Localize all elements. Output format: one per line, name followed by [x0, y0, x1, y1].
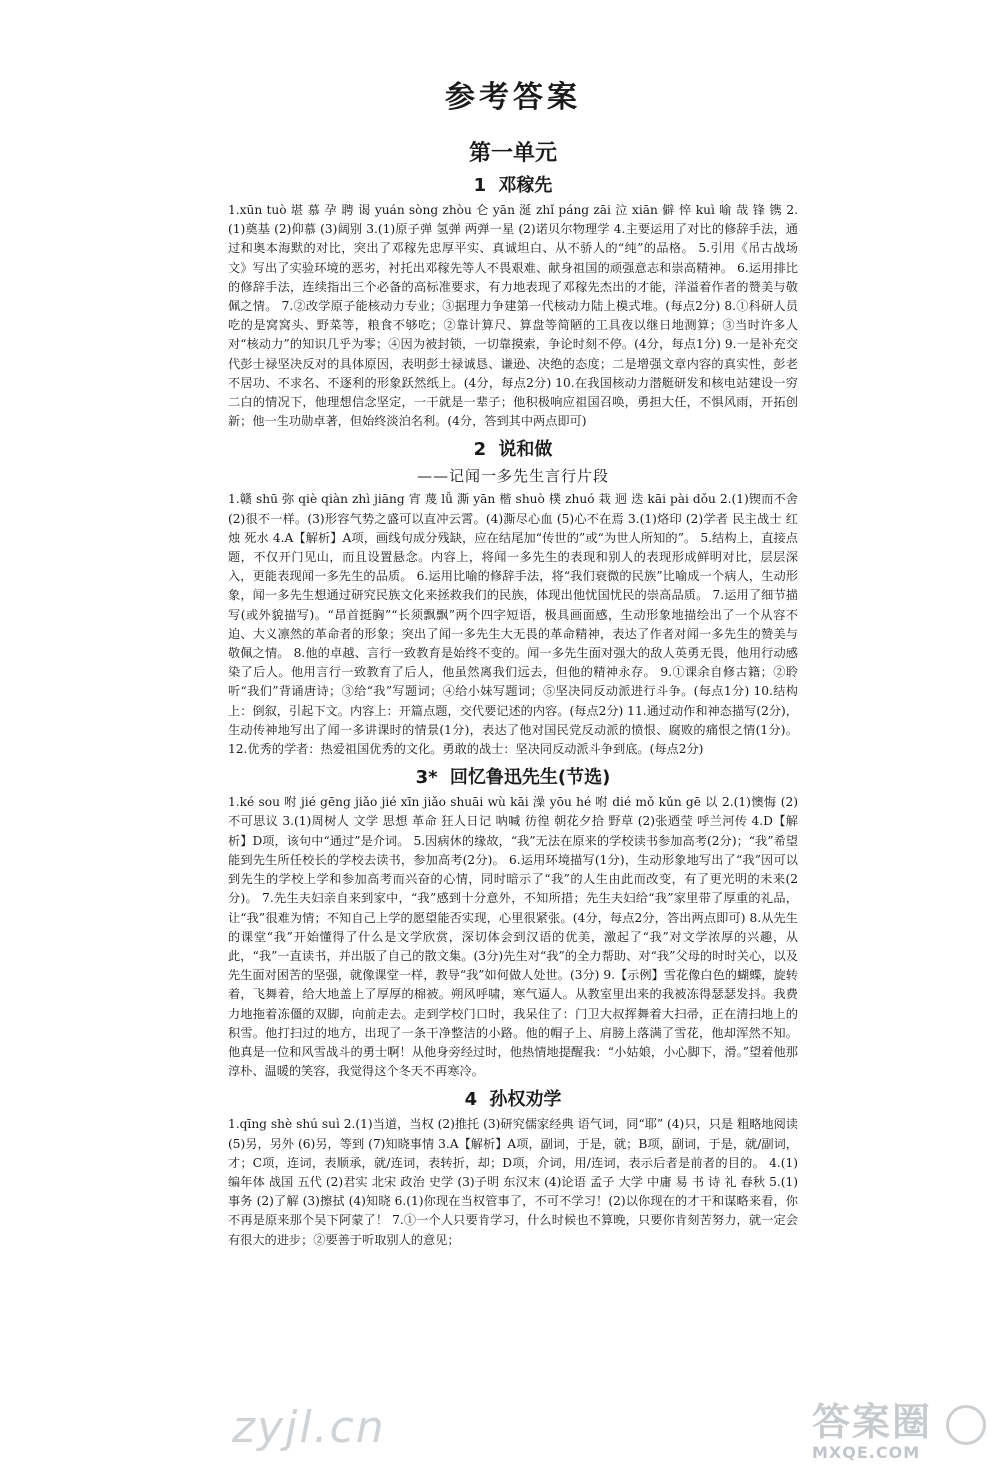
lesson-heading: 1 邓稼先	[473, 175, 553, 196]
watermark-left: zyjl.cn	[232, 1402, 386, 1453]
answer-page	[228, 60, 798, 1250]
lesson-2	[228, 435, 798, 759]
lesson-3	[228, 763, 798, 1081]
page-title: 参考答案	[445, 80, 581, 115]
lesson-subtitle: ——记闻一多先生言行片段	[416, 467, 609, 486]
lesson-heading: 2 说和做	[473, 439, 553, 461]
lesson-answers: 1.ké sou 咐 jié gēng jiǎo jié xīn jiǎo shuāi wù kāi 澡 yōu hé 咐 dié mǒ kǔn gē 以 2.(1)懊悔 (2)不可思议 3.(1)周树人 文学 思想 革命 狂人日记 呐喊 彷徨 朝花夕拾 野草 (2)张迺莹 呼兰河传 4.D【解析】D项，该句中“通过”是介词。 5.因病休的缘故，“我”无法在原来的学校读书参加高考(2分)；“我”希望能到先生所任校长的学校去读书，参加高考(2分)。 6.运用环境描写(1分)，生动形象地写出了“我”因可以到先生的学校上学和参加高考而兴奋的心情，同时暗示了“我”的人生由此而改变，有了更光明的未来(2分)。 7.先生夫妇亲自来到家中，“我”感到十分意外，不知所措；先生夫妇给“我”家里带了厚重的礼品，让“我”很难为情；不知自己上学的愿望能否实现，心里很紧张。(4分，每点2分，答出两点即可) 8.从先生的课堂“我”开始懂得了什么是文学欣赏，深切体会到汉语的优美，激起了“我”对文学浓厚的兴趣，从此，“我”一直读书，并出版了自己的散文集。(3分)先生对“我”的全力帮助、对“我”父母的时时关心，以及先生面对困苦的坚强，就像课堂一样，教导“我”如何做人处世。(3分) 9.【示例】雪花像白色的蝴蝶，旋转着，飞舞着，给大地盖上了厚厚的棉被。朔风呼啸，寒气逼人。从教室里出来的我被冻得瑟瑟发抖。我费力地拖着冻僵的双脚，向前走去。走到学校门口时，我呆住了：门卫大叔挥舞着大扫帚，正在清扫地上的积雪。他打扫过的地方，出现了一条干净整洁的小路。他的帽子上、肩膀上落满了雪花，他却浑然不知。他真是一位和风雪战斗的勇士啊！从他身旁经过时，他热情地提醒我：“小姑娘，小心脚下，滑。”望着他那淳朴、温暖的笑容，我觉得这个冬天不再寒冷。	[228, 795, 798, 1079]
lesson-answers: 1.xūn tuò 堪 慕 孕 聘 谒 yuán sòng zhòu 仑 yān 涎 zhǐ páng zāi 泣 xiān 僻 悴 kuì 喻 哉 锋 镌 2.(1)奠基 (2)仰慕 (3)阔别 3.(1)原子弹 氢弹 两弹一星 (2)诺贝尔物理学 4.主要运用了对比的修辞手法，通过和奥本海默的对比，突出了邓稼先忠厚平实、真诚坦白、从不骄人的“纯”的品格。 5.引用《吊古战场文》写出了实验环境的恶劣，衬托出邓稼先等人不畏艰难、献身祖国的顽强意志和崇高精神。 6.运用排比的修辞手法，连续指出三个必备的高标准要求，有力地表现了邓稼先杰出的才能，洋溢着作者的赞美与敬佩之情。 7.②改学原子能核动力专业；③据理力争建第一代核动力陆上模式堆。(每点2分) 8.①科研人员吃的是窝窝头、野菜等，粮食不够吃；②靠计算尺、算盘等简陋的工具夜以继日地测算；③当时许多人对“核动力”的知识几乎为零；④因为被封锁，一切靠摸索，争论时刻不停。(4分，每点1分) 9.一是补充交代彭士禄坚决反对的具体原因，表明彭士禄诚恳、谦逊、决绝的态度；二是增强文章内容的真实性，彭老不居功、不求名、不逐利的形象跃然纸上。(4分，每点2分) 10.在我国核动力潜艇研发和核电站建设一穷二白的情况下，他理想信念坚定，一干就是一辈子；他积极响应祖国召唤，勇担大任，不惧风雨，开拓创新；他一生功勋卓著，但始终淡泊名利。(4分，答到其中两点即可)	[228, 203, 798, 429]
lesson-answers: 1.赣 shū 弥 qiè qiàn zhì jiāng 宵 蔑 lǚ 澌 yān 楷 shuò 樸 zhuó 栽 迥 迭 kāi pài dǒu 2.(1)锲而不舍 (2)很不一样。(3)形容气势之盛可以直冲云霄。(4)澌尽心血 (5)心不在焉 3.(1)烙印 (2)学者 民主战士 红烛 死水 4.A【解析】A项，画线句成分残缺，应在结尾加“传世的”或“为世人所知的”。 5.结构上，直接点题，不仅开门见山，而且设置悬念。内容上，将闻一多先生的表现和别人的表现形成鲜明对比，层层深入，更能表现闻一多先生的品质。 6.运用比喻的修辞手法，将“我们衰微的民族”比喻成一个病人，生动形象，闻一多先生想通过研究民族文化来拯救我们的民族，体现出他忧国忧民的崇高品质。 7.运用了细节描写(或外貌描写)。“昂首挺胸”“长须飘飘”两个四字短语，极具画面感，生动形象地描绘出了一个从容不迫、大义凛然的革命者的形象；突出了闻一多先生大无畏的革命精神，表达了作者对闻一多先生的赞美与敬佩之情。 8.他的卓越、言行一致教育是始终不变的。闻一多先生面对强大的敌人英勇无畏，他用行动感染了后人。他用言行一致教育了后人，他虽然离我们远去，但他的精神永存。 9.①课余自修古籍；②聆听“我们”背诵唐诗；③给“我”写题词；④给小妹写题词；⑤坚决同反动派进行斗争。(每点1分) 10.结构上：倒叙，引起下文。内容上：开篇点题，交代要记述的内容。(每点2分) 11.通过动作和神态描写(2分)，生动传神地写出了闻一多讲课时的情景(1分)，表达了他对国民党反动派的愤恨、腐败的痛恨之情(1分)。 12.优秀的学者：热爱祖国优秀的文化。勇敢的战士：坚决同反动派斗争到底。(每点2分)	[228, 492, 798, 757]
lesson-answers: 1.qīng shè shú suì 2.(1)当道，当权 (2)推托 (3)研究儒家经典 语气词，同“耶” (4)只，只是 粗略地阅读 (5)另，另外 (6)另，等到 (7)知晓事情 3.A【解析】A项，副词，于是，就；B项，副词，于是，就/副词，才；C项，连词，表顺承，就/连词，表转折，却；D项，介词，用/连词，表示后者是前者的目的。 4.(1)编年体 战国 五代 (2)君实 北宋 政治 史学 (3)子明 东汉末 (4)论语 孟子 大学 中庸 易 书 诗 礼 春秋 5.(1)事务 (2)了解 (3)擦拭 (4)知晓 6.(1)你现在当权管事了，不可不学习！(2)以你现在的才干和谋略来看，你不再是原来那个吴下阿蒙了！ 7.①一个人只要肯学习，什么时候也不算晚，只要你肯刻苦努力，就一定会有很大的进步；②要善于听取别人的意见；	[228, 1117, 798, 1247]
watermark-url: MXQE.COM	[812, 1443, 921, 1462]
watermark-brand: 答案圈	[812, 1400, 933, 1444]
lesson-1	[228, 171, 798, 431]
lesson-heading: 4 孙权劝学	[464, 1089, 562, 1111]
lesson-heading: 3* 回忆鲁迅先生(节选)	[415, 767, 611, 789]
lesson-4	[228, 1085, 798, 1249]
watermark-logo	[812, 1401, 992, 1463]
unit-title: 第一单元	[468, 141, 557, 166]
